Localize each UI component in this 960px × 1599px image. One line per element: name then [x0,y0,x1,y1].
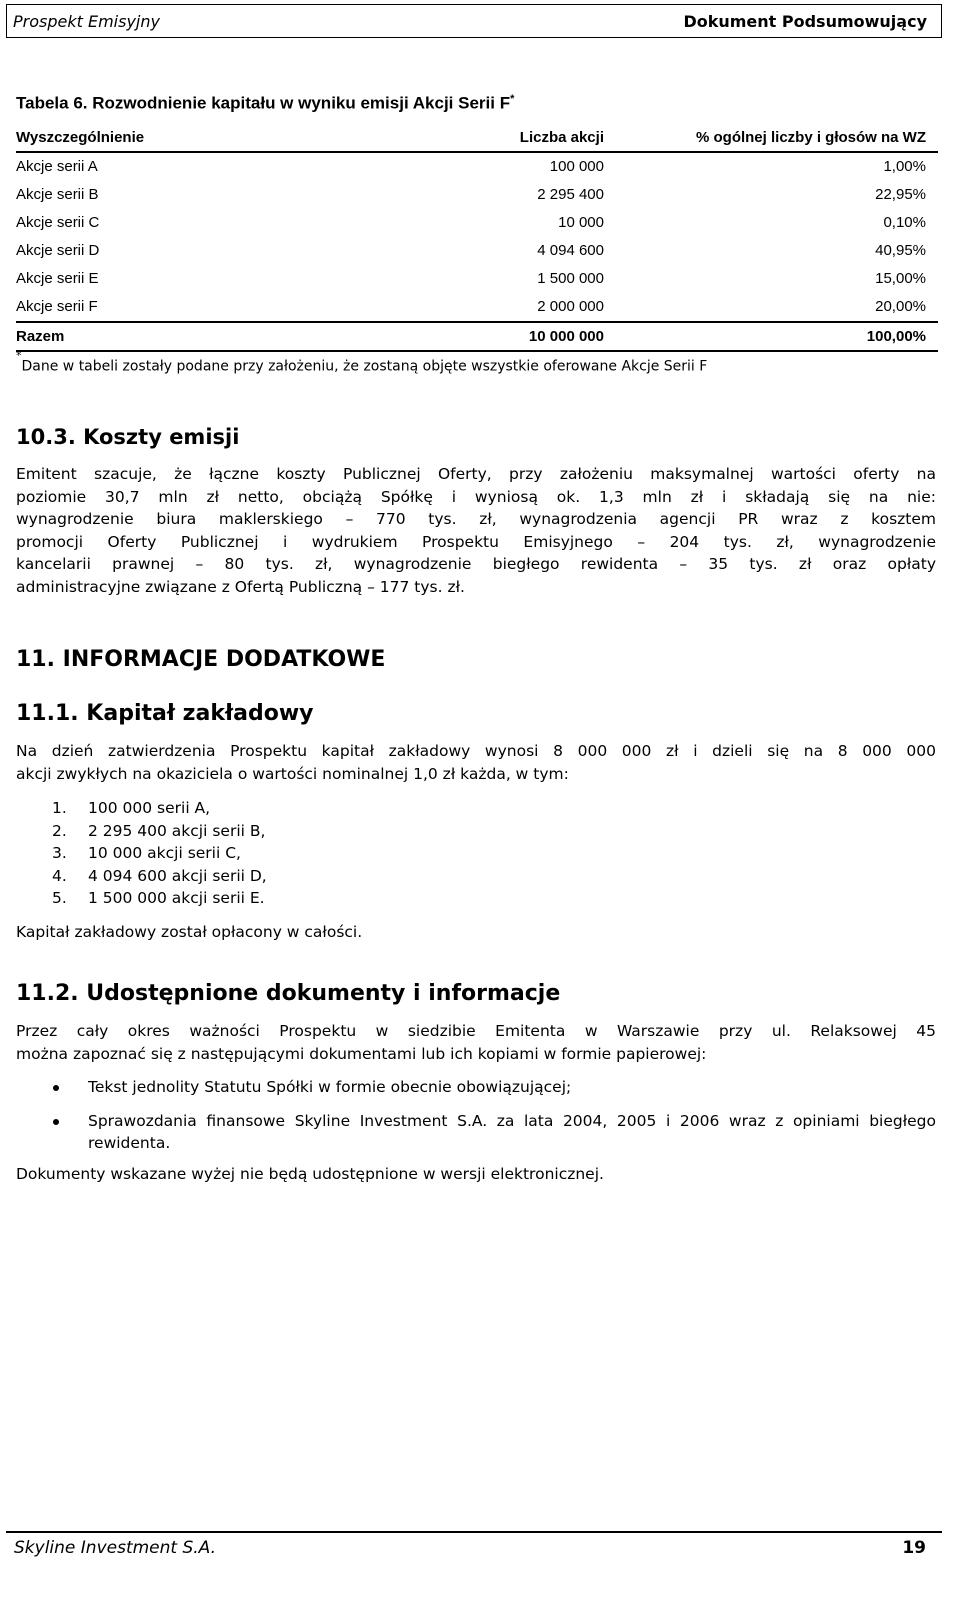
table-cell: Akcje serii E [16,270,99,287]
table-total-cell: 10 000 000 [528,328,604,345]
table-header-cell: Wyszczególnienie [16,129,145,146]
paragraph-line: Przez cały okres ważności Prospektu w siedzibie Emitenta w Warszawie przy ul. Relaksowej 45 [16,1022,936,1040]
table-caption-text: Tabela 6. Rozwodnienie kapitału w wyniku emisji Akcji Serii F [16,93,511,113]
table-cell: 20,00% [875,298,926,315]
list-item [16,820,616,843]
table-header-row [16,125,938,153]
table-row [16,237,938,265]
list-item [16,842,616,865]
header-doc-type: Dokument Podsumowujący [683,12,927,31]
table-cell: Akcje serii B [16,186,99,203]
header-doc-title: Prospekt Emisyjny [13,12,160,31]
section-heading-capital: 11.1. Kapitał zakładowy [16,701,314,726]
list-item [16,865,616,888]
paragraph-line: Emitent szacuje, że łączne koszty Publicznej Oferty, przy założeniu maksymalnej wartości oferty na [16,465,936,483]
share-series-list [16,797,616,910]
paragraph-line: można zapoznać się z następującymi dokumentami lub ich kopiami w formie papierowej: [16,1044,707,1063]
table-row [16,209,938,237]
table-header-cell: % ogólnej liczby i głosów na WZ [695,129,926,146]
page-number: 19 [902,1538,926,1558]
dilution-table [16,125,938,352]
table-header-cell: Liczba akcji [519,129,604,146]
list-item [16,887,616,910]
table-cell: Akcje serii F [16,298,98,315]
footnote-text: Dane w tabeli zostały podane przy założeniu, że zostaną objęte wszystkie oferowane Akcje Serii F [21,358,708,375]
list-item [16,797,616,820]
list-text: Tekst jednolity Statutu Spółki w formie obecnie obowiązującej; [88,1078,572,1096]
list-text: 1 500 000 akcji serii E. [88,889,265,908]
bullet-icon [53,1085,59,1091]
table-caption-mark: * [510,93,515,105]
table-cell: 22,95% [875,186,926,203]
table-cell: Akcje serii D [16,242,100,259]
table-cell: Akcje serii C [16,214,100,231]
paragraph-line: Na dzień zatwierdzenia Prospektu kapitał zakładowy wynosi 8 000 000 zł i dzieli się na 8 000 000 [16,742,936,760]
table-cell: 10 000 [558,214,604,231]
documents-closing: Dokumenty wskazane wyżej nie będą udostępnione w wersji elektronicznej. [16,1165,604,1183]
list-item [16,1110,936,1155]
capital-closing: Kapitał zakładowy został opłacony w całości. [16,923,363,941]
costs-paragraph [16,463,936,599]
table-cell: 2 000 000 [537,298,604,315]
table-cell: 1,00% [883,158,926,175]
table-cell: Akcje serii A [16,158,98,175]
list-item [16,1076,936,1099]
list-number: 2. [52,821,67,840]
list-text: 4 094 600 akcji serii D, [88,866,267,885]
section-heading-documents: 11.2. Udostępnione dokumenty i informacje [16,981,561,1006]
paragraph-line: promocji Oferty Publicznej i wydrukiem Prospektu Emisyjnego – 204 tys. zł, wynagrodzenie [16,532,936,551]
footer-company: Skyline Investment S.A. [14,1538,217,1558]
list-number: 3. [52,844,67,863]
table-total-row [16,321,938,352]
table-cell: 100 000 [549,158,604,175]
table-row [16,153,938,181]
paragraph-line: kancelarii prawnej – 80 tys. zł, wynagrodzenie biegłego rewidenta – 35 tys. zł oraz opłaty [16,555,936,574]
table-total-cell: 100,00% [866,328,926,345]
table-cell: 4 094 600 [537,242,604,259]
list-text: 10 000 akcji serii C, [88,844,241,863]
list-text: 100 000 serii A, [88,799,211,817]
list-number: 5. [52,889,67,908]
list-text: Sprawozdania finansowe Skyline Investment S.A. za lata 2004, 2005 i 2006 wraz z opiniami biegłego rewidenta. [88,1111,936,1153]
table-footnote [16,349,708,375]
table-total-cell: Razem [16,328,65,345]
paragraph-line: poziomie 30,7 mln zł netto, obciążą Spółkę i wyniosą ok. 1,3 mln zł i składają się na nie: [16,487,936,506]
table-cell: 15,00% [875,270,926,287]
table-row [16,265,938,293]
table-cell: 0,10% [883,214,926,231]
capital-paragraph [16,740,936,785]
bullet-icon [53,1119,59,1125]
paragraph-line: administracyjne związane z Ofertą Publiczną – 177 tys. zł. [16,577,465,596]
documents-paragraph [16,1020,936,1065]
table-caption [16,93,514,114]
footnote-mark: * [16,349,22,362]
section-heading-info: 11. INFORMACJE DODATKOWE [16,647,386,672]
table-cell: 2 295 400 [537,186,604,203]
paragraph-line: akcji zwykłych na okaziciela o wartości nominalnej 1,0 zł każda, w tym: [16,764,569,783]
table-row [16,181,938,209]
footer-divider [6,1531,942,1533]
page-header [6,4,942,38]
section-heading-costs: 10.3. Koszty emisji [16,425,240,449]
list-number: 1. [52,799,67,817]
table-row [16,293,938,321]
paragraph-line: wynagrodzenie biura maklerskiego – 770 tys. zł, wynagrodzenia agencji PR wraz z kosztem [16,510,936,529]
table-cell: 1 500 000 [537,270,604,287]
documents-list [16,1076,936,1166]
table-cell: 40,95% [875,242,926,259]
list-text: 2 295 400 akcji serii B, [88,821,266,840]
list-number: 4. [52,866,67,885]
